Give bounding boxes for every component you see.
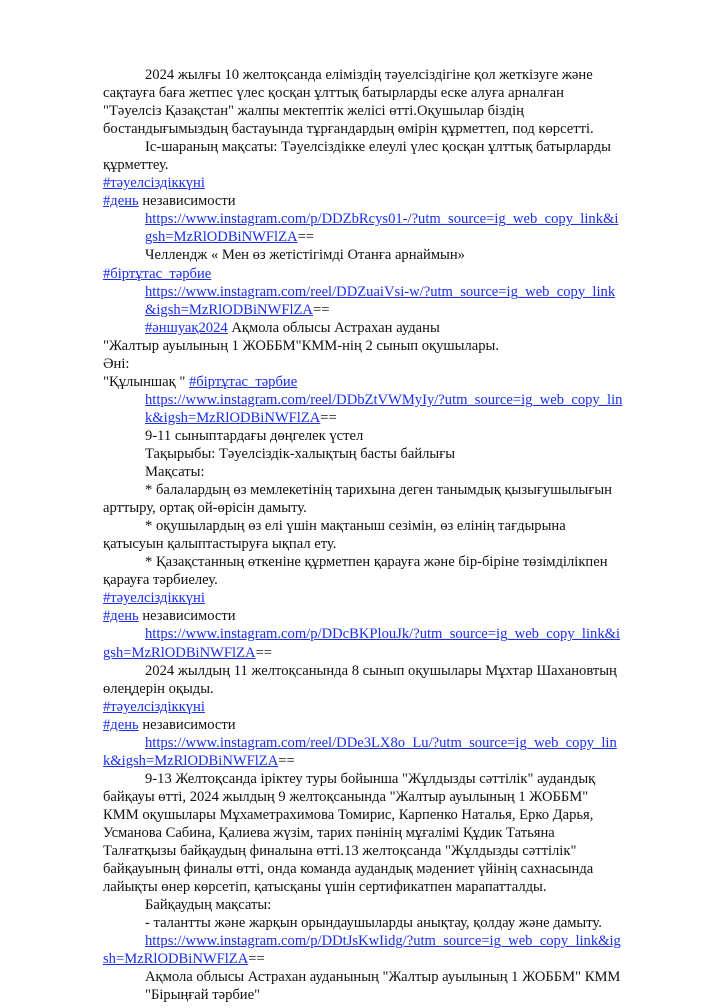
instagram-link[interactable]: https://www.instagram.com/reel/DDZuaiVsi-w/?utm_source=ig_web_copy_link&igsh=MzRlODBiNWFlZA — [145, 283, 616, 318]
goal-bullet: * оқушылардың өз елі үшін мақтаныш сезімін, өз елінің тағдырына қатысуын қалыптастыруға ықпал ету. — [103, 518, 566, 553]
goal-bullet: * балалардың өз мемлекетінің тарихына деген танымдық қызығушылығын арттыру, ортақ ой-өрісін дамыту. — [103, 482, 612, 517]
song-festival-line — [103, 319, 623, 337]
hashtag-independence-day[interactable]: #тәуелсіздіккүні — [103, 590, 205, 607]
instagram-link[interactable]: https://www.instagram.com/p/DDcBKPlouJk/?utm_source=ig_web_copy_link&igsh=MzRlODBiNWFlZA — [103, 626, 621, 661]
hashtag-day[interactable]: #день — [103, 716, 139, 733]
song-name: "Құлыншақ " — [103, 373, 189, 390]
link-suffix: == — [312, 301, 330, 318]
hashtag-line — [103, 716, 623, 734]
contest-goal: - талантты және жарқын орындаушыларды анықтау, қолдау және дамыту. — [145, 915, 602, 932]
link-suffix: == — [255, 644, 273, 661]
instagram-link-line — [103, 932, 623, 968]
hashtag-text: независимости — [138, 716, 236, 733]
contest-goal-label: Байқаудың мақсаты: — [145, 897, 272, 914]
hashtag-line — [103, 192, 623, 210]
goal-bullet: * Қазақстанның өткеніне құрметпен қарауға және бір-біріне төзімділікпен қарауға тәрбиелеу. — [103, 554, 608, 589]
hashtag-unified-education[interactable]: #біртұтас_тәрбие — [188, 373, 298, 390]
hashtag-text: независимости — [138, 608, 236, 625]
hashtag-unified-education[interactable]: #біртұтас_тәрбие — [103, 265, 212, 282]
instagram-link-line — [103, 391, 623, 427]
hashtag-day[interactable]: #день — [103, 608, 139, 625]
instagram-link[interactable]: https://www.instagram.com/p/DDZbRcys01-/?utm_source=ig_web_copy_link&igsh=MzRlODBiNWFlZA — [145, 211, 619, 246]
instagram-link-line — [103, 210, 623, 246]
hashtag-independence-day[interactable]: #тәуелсіздіккүні — [103, 175, 205, 192]
song-name-line — [103, 373, 623, 391]
song-label: Әні: — [103, 355, 130, 372]
instagram-link-line — [103, 283, 623, 319]
link-suffix: == — [278, 752, 295, 769]
hashtag-line — [103, 265, 623, 283]
instagram-link-line — [103, 734, 623, 770]
paragraph-independence-event: 2024 жылғы 10 желтоқсанда еліміздің тәуелсіздігіне қол жеткізуге және сақтауға баға жетпес үлес қосқан ұлттық батырларды еске алуға арналған "Тәуелсіз Қазақстан" жалпы мектептік желісі өтті.Оқушылар біздің бостандығымыздың бастауында тұрғандардың өмірін құрметтеп, под көрсетті. — [103, 67, 594, 138]
paragraph-event-goal: Іс-шараның мақсаты: Тәуелсіздікке елеулі үлес қосқан ұлттық батырларды құрметтеу. — [103, 139, 611, 174]
instagram-link-line — [103, 625, 623, 661]
hashtag-day[interactable]: #день — [103, 193, 139, 210]
instagram-link[interactable]: https://www.instagram.com/reel/DDbZtVWMyIy/?utm_source=ig_web_copy_link&igsh=MzRlODBiNWFlZA — [145, 391, 623, 426]
roundtable-goal-label: Мақсаты: — [145, 464, 205, 481]
hashtag-independence-day[interactable]: #тәуелсіздіккүні — [103, 698, 205, 715]
document-body — [103, 66, 623, 1004]
hashtag-line — [103, 174, 623, 192]
hashtag-line — [103, 698, 623, 716]
paragraph-poems: 2024 жылдың 11 желтоқсанында 8 сынып оқушылары Мұхтар Шахановтың өлеңдерін оқыды. — [103, 662, 617, 697]
instagram-link[interactable]: https://www.instagram.com/p/DDtJsKwIidg/?utm_source=ig_web_copy_link&igsh=MzRlODBiNWFlZA — [103, 933, 621, 968]
instagram-link[interactable]: https://www.instagram.com/reel/DDe3LX8o_Lu/?utm_source=ig_web_copy_link&igsh=MzRlODBiNWFlZA — [103, 734, 617, 769]
song-festival-text: Ақмола облысы Астрахан ауданы — [227, 319, 440, 336]
footer-quote: "Бірыңғай тәрбие" — [145, 987, 261, 1004]
school-line: "Жалтыр ауылының 1 ЖОББМ"КММ-нің 2 сынып оқушылары. — [103, 337, 499, 354]
hashtag-line — [103, 607, 623, 625]
hashtag-song-festival[interactable]: #әншуақ2024 — [145, 319, 228, 336]
challenge-title: Челлендж « Мен өз жетістігімді Отанға арнаймын» — [145, 247, 465, 264]
hashtag-text: независимости — [138, 193, 236, 210]
roundtable-topic: Тақырыбы: Тәуелсіздік-халықтың басты байлығы — [145, 445, 456, 462]
roundtable-title: 9-11 сыныптардағы дөңгелек үстел — [145, 427, 364, 444]
paragraph-contest: 9-13 Желтоқсанда іріктеу туры бойынша "Жұлдызды сәттілік" аудандық байқауы өтті, 2024 жылдың 9 желтоқсанында "Жалтыр ауылының 1 ЖОББМ" КММ оқушылары Мұхаметрахимова Томирис, Карпенко Наталья, Ерко Дарья, Усманова Сабина, Қалиева жүзім, тарих пәнінің мұғалімі Құдик Татьяна Талғатқызы байқаудың финалына өтті.13 желтоқсанда "Жұлдызды сәттілік" байқауының финалы өтті, онда команда аудандық мәдениет үйінің сахнасында лайықты өнер көрсетіп, қатысқаны үшін сертификатпен марапатталды. — [103, 770, 596, 896]
hashtag-line — [103, 589, 623, 607]
link-suffix: == — [320, 409, 337, 426]
link-suffix: == — [297, 229, 315, 246]
footer-school-line: Ақмола облысы Астрахан ауданының "Жалтыр ауылының 1 ЖОББМ" КММ — [145, 969, 621, 986]
link-suffix: == — [248, 951, 265, 968]
